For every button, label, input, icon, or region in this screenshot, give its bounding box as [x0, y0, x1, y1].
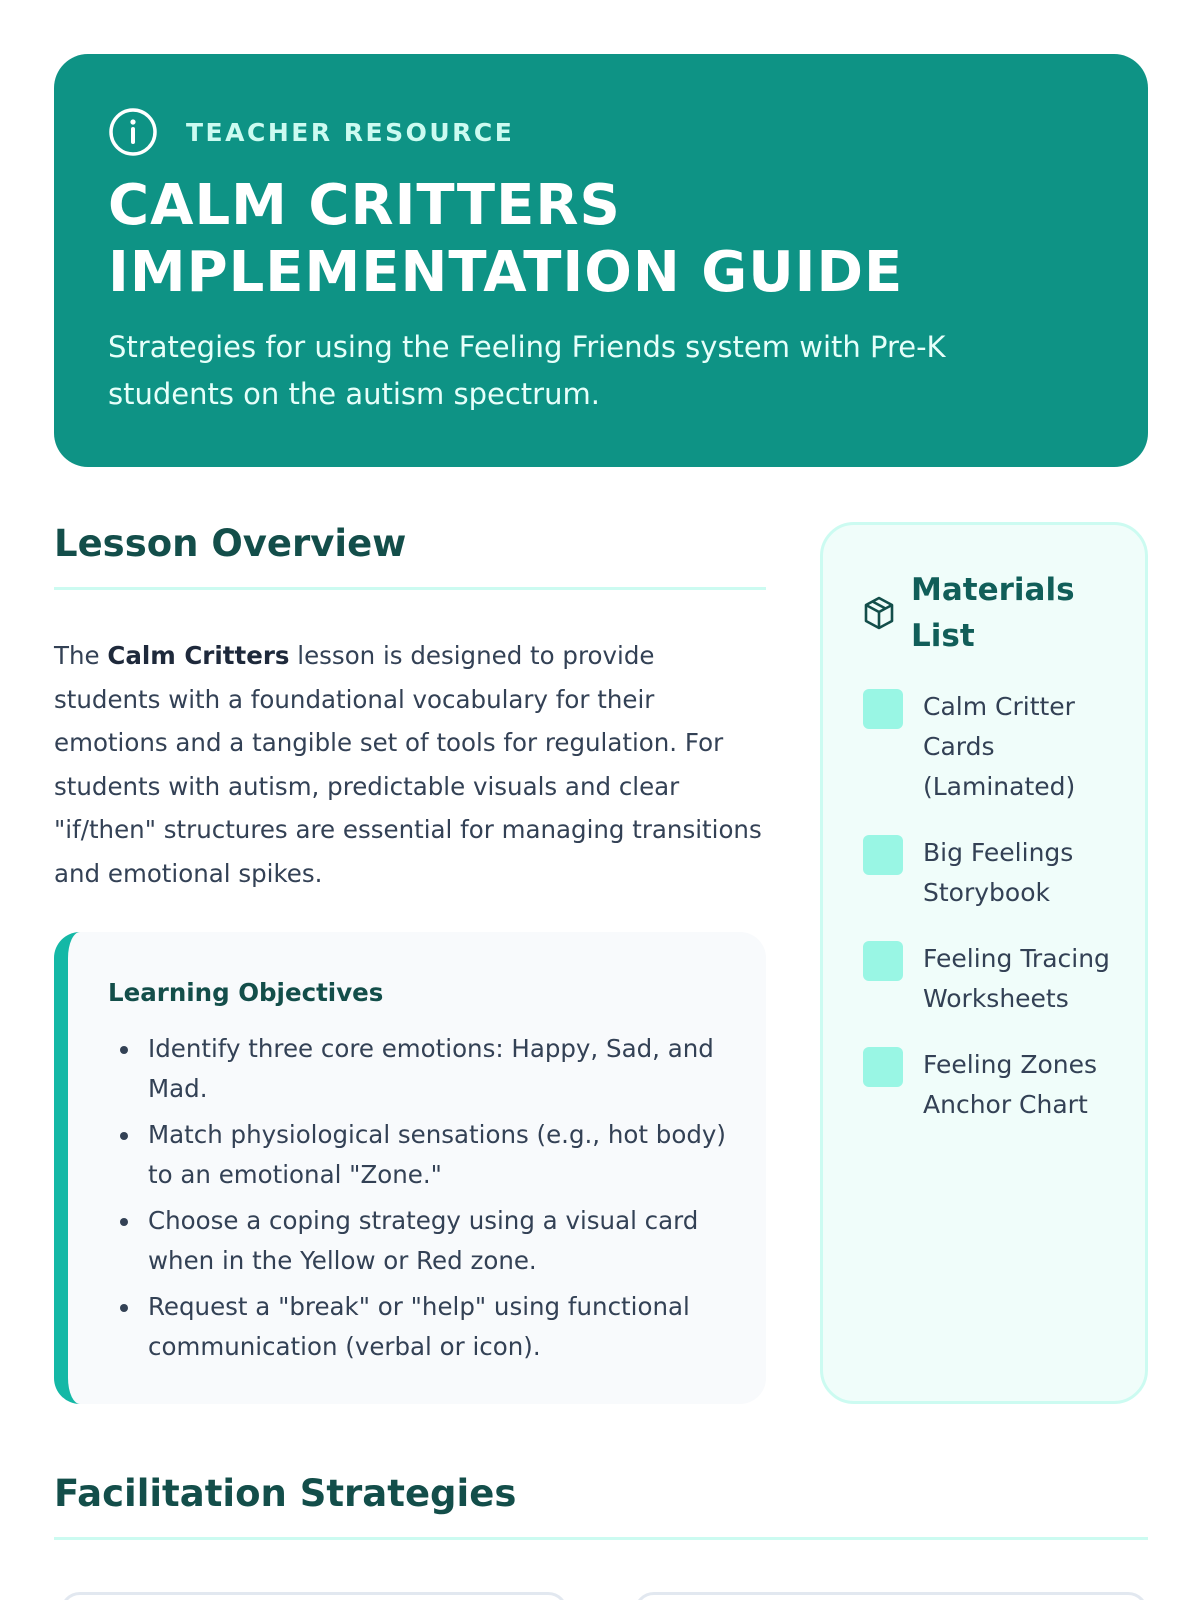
strategies-heading: Facilitation Strategies	[54, 1472, 1148, 1540]
page-title	[108, 172, 1094, 306]
objective-item: Identify three core emotions: Happy, Sad, and Mad.	[108, 1029, 736, 1109]
page-title-line-2: IMPLEMENTATION GUIDE	[108, 240, 904, 305]
objective-item: Match physiological sensations (e.g., hot body) to an emotional "Zone."	[108, 1115, 736, 1195]
material-item[interactable]	[863, 687, 1115, 807]
overview-bold-term: Calm Critters	[107, 641, 290, 670]
material-item[interactable]	[863, 939, 1115, 1019]
facilitation-strategies	[54, 1472, 1148, 1540]
materials-heading: Materials List	[911, 572, 1075, 654]
checkbox-icon[interactable]	[863, 941, 903, 981]
info-icon	[108, 107, 158, 157]
material-label: Feeling Tracing Worksheets	[923, 944, 1110, 1013]
material-label: Feeling Zones Anchor Chart	[923, 1050, 1097, 1119]
material-item[interactable]	[863, 1045, 1115, 1125]
material-label: Big Feelings Storybook	[923, 838, 1074, 907]
materials-card	[820, 522, 1148, 1404]
eyebrow-label: TEACHER RESOURCE	[186, 117, 515, 147]
package-icon	[863, 596, 895, 630]
overview-prefix: The	[54, 641, 108, 670]
learning-objectives-box	[54, 932, 766, 1404]
overview-body: lesson is designed to provide students with a foundational vocabulary for their emotions and a tangible set of tools for regulation. For students with autism, predictable visuals and clear "if/then" structures are essential for managing transitions and emotional spikes.	[54, 641, 762, 888]
materials-header	[863, 567, 1115, 659]
objective-item: Request a "break" or "help" using functional communication (verbal or icon).	[108, 1287, 736, 1367]
hero-banner	[54, 54, 1148, 467]
hero-eyebrow	[108, 106, 1094, 158]
overview-paragraph	[54, 634, 766, 895]
strategy-card	[60, 1592, 568, 1600]
strategy-card	[634, 1592, 1148, 1600]
checkbox-icon[interactable]	[863, 835, 903, 875]
material-label: Calm Critter Cards (Laminated)	[923, 692, 1076, 801]
material-item[interactable]	[863, 833, 1115, 913]
checkbox-icon[interactable]	[863, 1047, 903, 1087]
objectives-heading: Learning Objectives	[108, 978, 384, 1007]
checkbox-icon[interactable]	[863, 689, 903, 729]
overview-heading: Lesson Overview	[54, 522, 766, 590]
materials-list	[863, 687, 1115, 1125]
objective-item: Choose a coping strategy using a visual card when in the Yellow or Red zone.	[108, 1201, 736, 1281]
lesson-overview	[54, 522, 766, 895]
objectives-list	[108, 1029, 736, 1367]
page-title-line-1: CALM CRITTERS	[108, 173, 621, 238]
page-subtitle: Strategies for using the Feeling Friends system with Pre-K students on the autism spectrum.	[108, 330, 946, 411]
